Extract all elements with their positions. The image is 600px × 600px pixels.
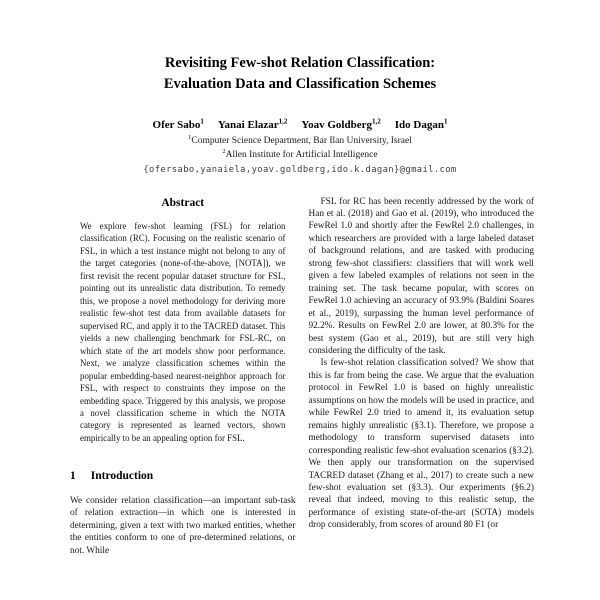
two-column-body xyxy=(70,196,534,558)
author-superscript: 1,2 xyxy=(371,117,381,126)
email-line: {ofersabo,yanaiela,yoav.goldberg,ido.k.dagan}@gmail.com xyxy=(143,164,457,175)
section-heading-introduction xyxy=(70,469,296,484)
section-number: 1 xyxy=(70,470,76,483)
affiliation-line-1 xyxy=(0,135,600,149)
intro-paragraph: We consider relation classification—an important sub-task of relation extraction—in which one is interested in determining, given a text with two marked entities, whether the entities conform to one of pre-determined relations, or not. While xyxy=(70,495,296,556)
abstract-text: We explore few-shot learning (FSL) for relation classification (RC). Focusing on the realistic scenario of FSL, in which a test instance might not belong to any of the target categories (none-of-the-above, [NOTA]), we first revisit the recent popular dataset structure for FSL, pointing out its unrealistic data distribution. To remedy this, we propose a novel methodology for deriving more realistic few-shot test data from available datasets for supervised RC, and apply it to the TACRED dataset. This yields a new challenging benchmark for FSL-RC, on which state of the art models show poor performance. Next, we analyze classification schemes within the popular embedding-based nearest-neighbor approach for FSL, with respect to constraints they impose on the embedding space. Triggered by this analysis, we propose a novel classification scheme in which the NOTA category is represented as learned vectors, shown empirically to be an appealing option for FSL. xyxy=(80,220,286,443)
author xyxy=(395,119,448,131)
author xyxy=(218,119,288,131)
affiliation-text: Computer Science Department, Bar Ilan University, Israel xyxy=(191,136,412,147)
author-name: Yanai Elazar xyxy=(217,119,279,132)
paper-title-line-1: Revisiting Few-shot Relation Classification: xyxy=(164,55,436,71)
column-left xyxy=(70,196,296,558)
abstract-heading: Abstract xyxy=(161,196,205,209)
author-superscript: 1,2 xyxy=(278,117,288,126)
body-paragraph-1: FSL for RC has been recently addressed by the work of Han et al. (2018) and Gao et al. (2019), who introduced the FewRel 1.0 and shortly after the FewRel 2.0 challenges, in which researchers are provided with a large labeled dataset of background relations, and are tasked with producing strong few-shot classifiers: classifiers that will work well given a few labeled examples of relations not seen in the training set. The task became popular, with scores on FewRel 1.0 achieving an accuracy of 93.9% (Baldini Soares et al., 2019), surpassing the human level performance of 92.2%. Results on FewRel 2.0 are lower, at 80.3% for the best system (Gao et al., 2019), but are still very high considering the difficulty of the task. xyxy=(308,196,534,356)
affiliation-superscript: 1 xyxy=(188,133,192,141)
author xyxy=(301,119,380,131)
affiliation-superscript: 2 xyxy=(222,147,226,155)
authors-line xyxy=(0,119,600,131)
affiliations-block xyxy=(0,135,600,175)
paper-title xyxy=(0,53,600,95)
author-superscript: 1 xyxy=(200,117,204,126)
author xyxy=(153,119,204,131)
author-name: Yoav Goldberg xyxy=(301,119,372,132)
section-title: Introduction xyxy=(90,470,154,483)
author-superscript: 1 xyxy=(443,117,448,126)
affiliation-line-2 xyxy=(0,149,600,163)
affiliation-text: Allen Institute for Artificial Intelligence xyxy=(225,149,378,160)
paper-title-line-2: Evaluation Data and Classification Schemes xyxy=(163,76,437,93)
body-paragraph-2: Is few-shot relation classification solved? We show that this is far from being the case. We argue that the evaluation protocol in FewRel 1.0 is based on highly unrealistic assumptions on how the models will be used in practice, and while FewRel 2.0 tried to amend it, its evaluation setup remains highly unrealistic (§3.1). Therefore, we propose a methodology to transform supervised datasets into corresponding realistic few-shot evaluation scenarios (§3.2). We then apply our transformation on the supervised TACRED dataset (Zhang et al., 2017) to create such a new few-shot evaluation set (§3.3). Our experiments (§6.2) reveal that indeed, moving to this realistic setup, the performance of existing state-of-the-art (SOTA) models drop considerably, from scores of around 80 F1 (or xyxy=(308,358,534,531)
column-right xyxy=(309,196,535,558)
author-name: Ofer Sabo xyxy=(152,119,201,132)
author-name: Ido Dagan xyxy=(394,119,444,132)
